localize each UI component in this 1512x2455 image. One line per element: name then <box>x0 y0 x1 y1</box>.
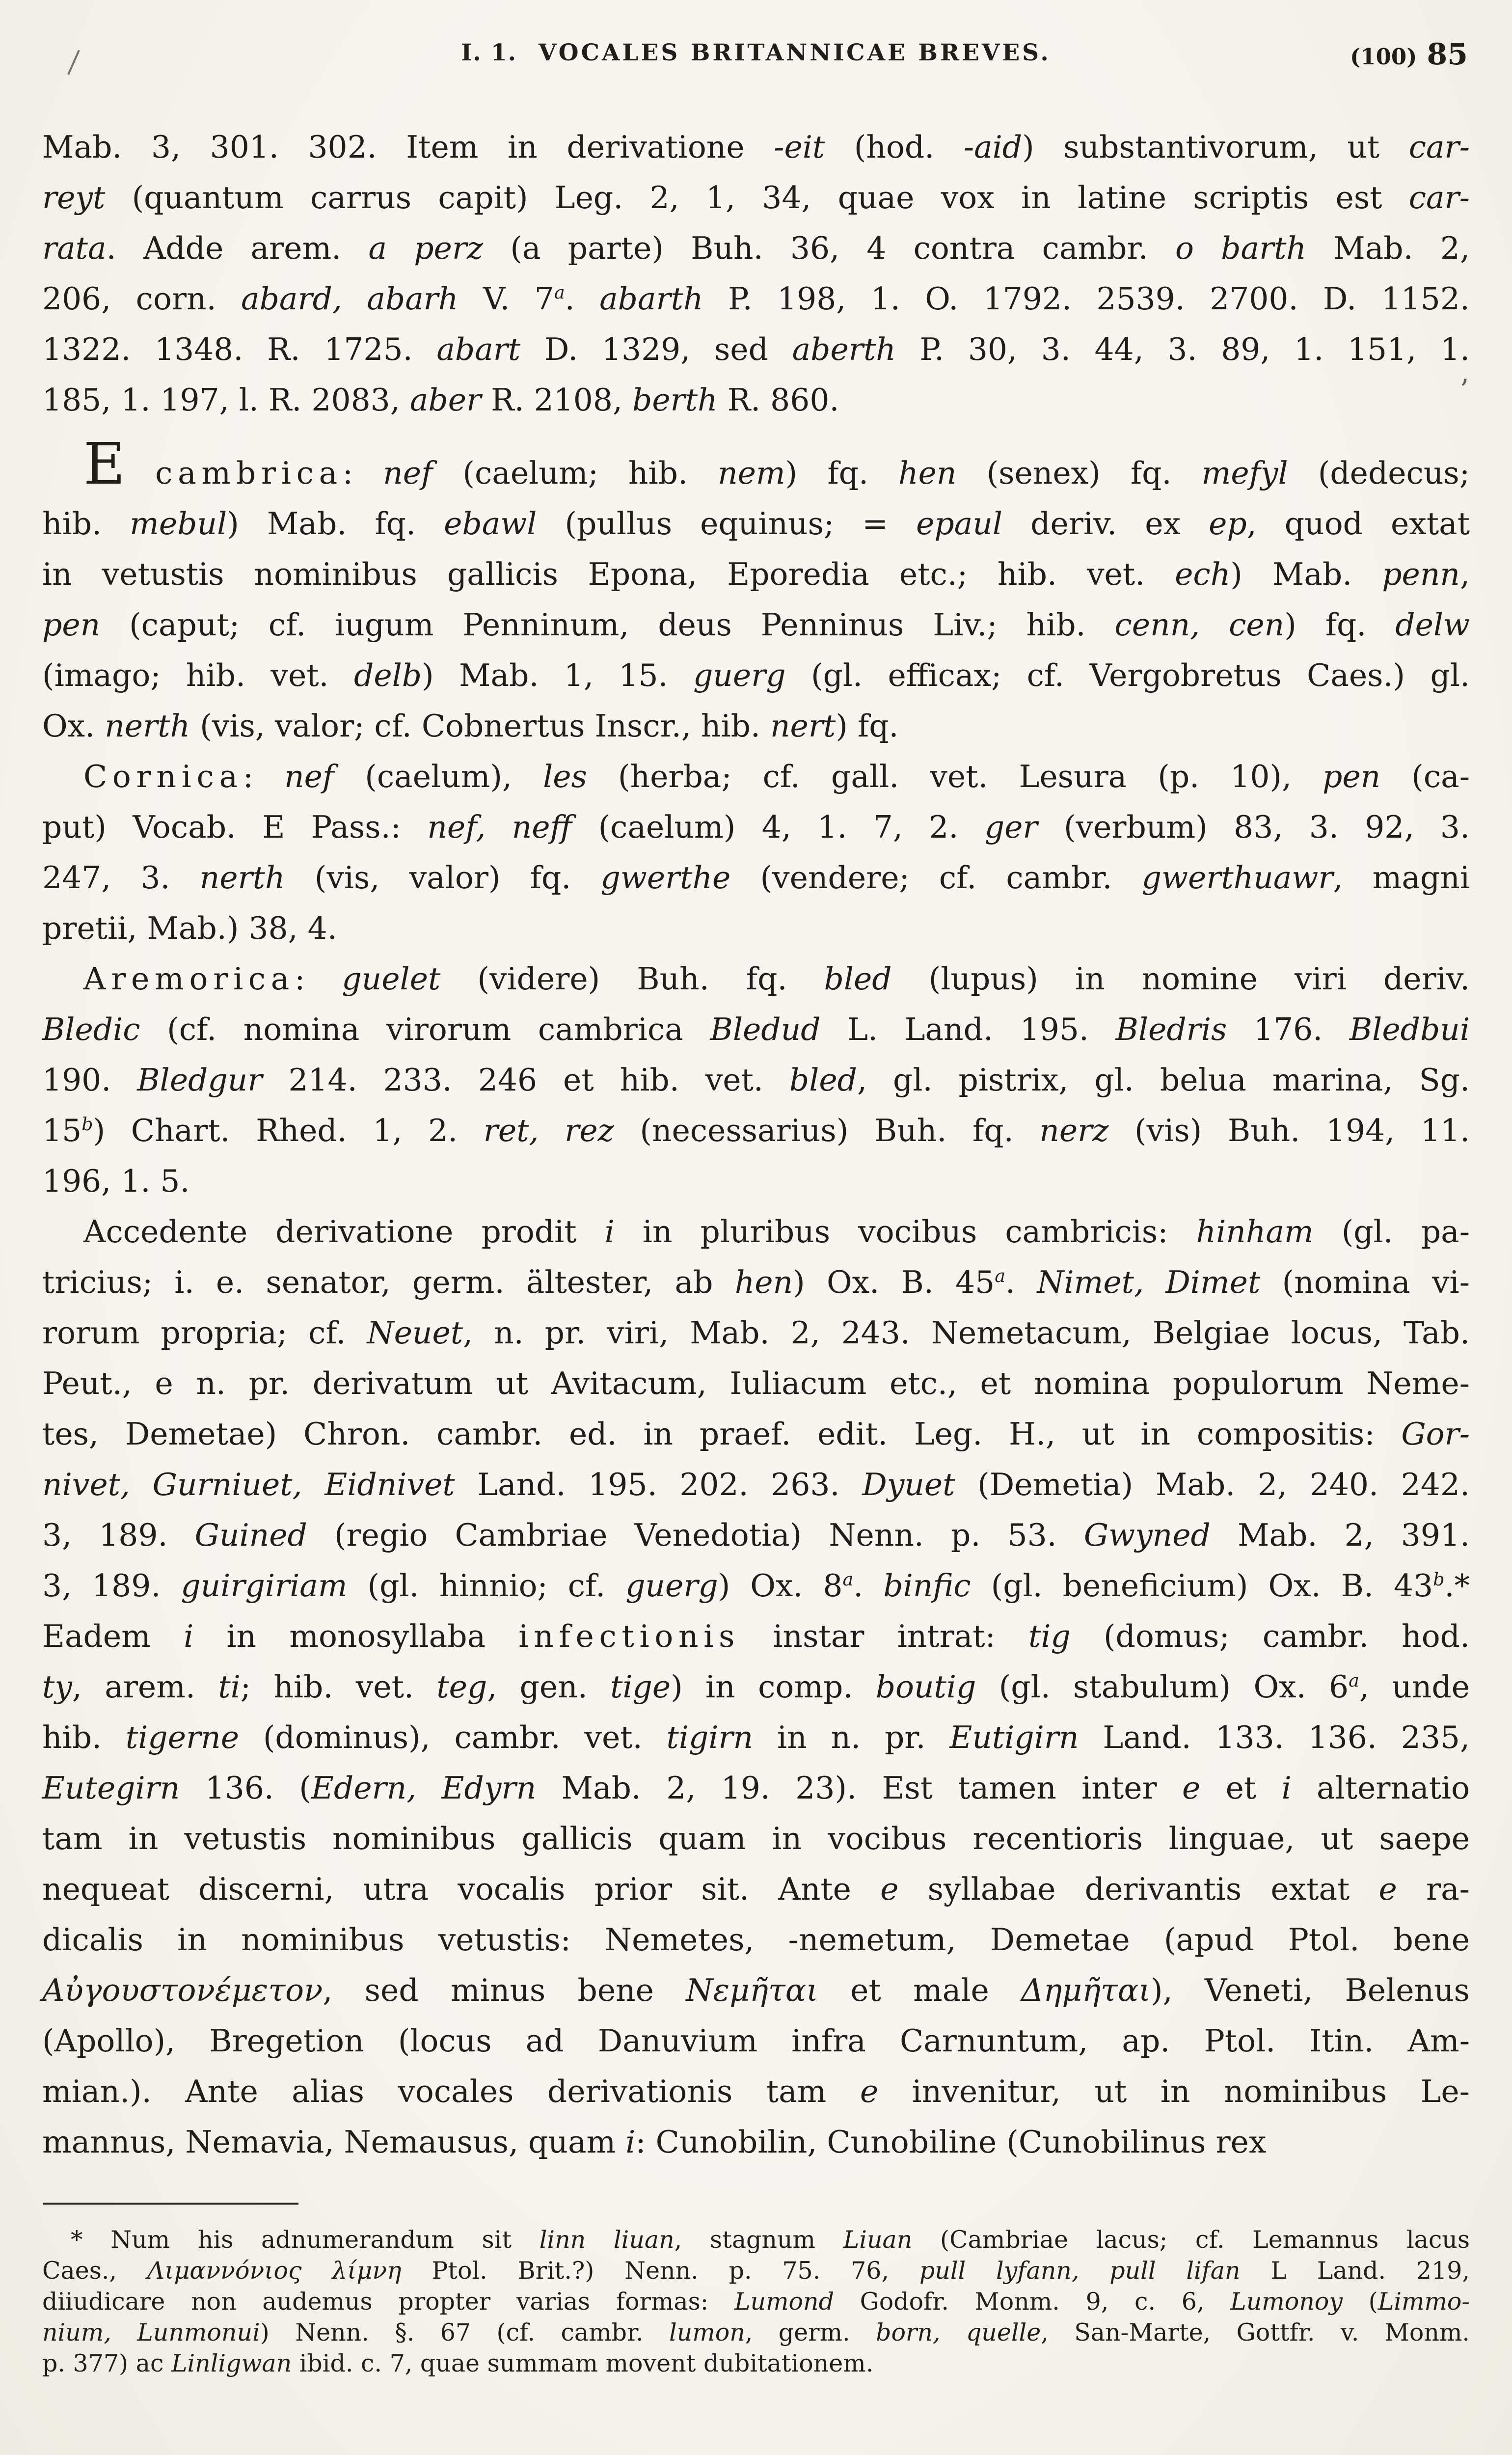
text-segment: car- <box>1408 129 1470 165</box>
text-line <box>42 1965 1470 2016</box>
text-segment: aber <box>409 382 482 418</box>
text-segment: in pluribus vocibus cambricis: <box>614 1214 1196 1250</box>
text-segment: rata <box>42 230 107 266</box>
text-segment: abart <box>436 331 521 367</box>
text-segment: (necessarius) Buh. fq. <box>614 1113 1040 1148</box>
text-segment: (cf. nomina virorum cambrica <box>140 1011 710 1047</box>
text-segment: pen <box>42 607 101 643</box>
text-segment: e <box>860 2073 879 2109</box>
text-line <box>42 1105 1470 1156</box>
text-segment: (videre) Buh. fq. <box>440 961 824 997</box>
text-segment: e <box>1182 1770 1201 1806</box>
text-line <box>42 324 1470 375</box>
text-segment: Neuet <box>367 1315 463 1351</box>
text-segment: Land. 133. 136. 235, <box>1079 1719 1470 1755</box>
text-segment: gwerthuawr <box>1141 860 1333 896</box>
text-line <box>42 1813 1470 1864</box>
text-segment: boutig <box>875 1669 976 1705</box>
text-segment: ) Ox. B. 45 <box>793 1264 995 1300</box>
text-segment: * Num his adnumerandum sit <box>71 2226 540 2254</box>
text-segment: (caelum) 4, 1. 7, 2. <box>572 809 985 845</box>
text-segment: et male <box>818 1972 1022 2008</box>
paragraph <box>42 1206 1470 2167</box>
text-line <box>42 903 1470 954</box>
text-segment: tes, Demetae) Chron. cambr. ed. in praef. edit. Leg. H., ut in compositis: <box>42 1416 1402 1452</box>
text-segment: nef <box>284 759 334 794</box>
text-segment: (pullus equinus; = <box>537 506 917 542</box>
text-segment: Ptol. Brit.?) Nenn. p. 75. 76, <box>401 2257 919 2285</box>
paragraph <box>42 751 1470 954</box>
text-segment: (a parte) Buh. 36, 4 contra cambr. <box>483 230 1175 266</box>
text-segment: guerg <box>625 1568 718 1604</box>
text-segment: 206, corn. <box>42 281 242 317</box>
text-segment: i <box>625 2124 636 2160</box>
text-segment: mannus, Nemavia, Nemausus, quam <box>42 2124 626 2160</box>
text-segment: Ox. <box>42 708 105 744</box>
text-segment: (gl. beneficium) Ox. B. 43 <box>971 1568 1433 1604</box>
text-segment: ti <box>218 1669 241 1705</box>
text-segment: D. 1329, sed <box>520 331 792 367</box>
text-segment: 190. <box>42 1062 137 1098</box>
main-text <box>42 122 1470 2167</box>
text-segment: (vis, valor; cf. Cobnertus Inscr., hib. <box>190 708 770 744</box>
text-segment: , stagnum <box>674 2226 843 2254</box>
text-segment: guerg <box>693 657 786 693</box>
text-segment: ger <box>984 809 1038 845</box>
text-segment: hib. <box>42 1719 126 1755</box>
text-segment: 1322. 1348. R. 1725. <box>42 331 437 367</box>
text-segment: Gwyned <box>1083 1517 1211 1553</box>
text-segment: (gl. efficax; cf. Vergobretus Caes.) gl. <box>785 657 1470 693</box>
text-segment: P. 198, 1. O. 1792. 2539. 2700. D. 1152. <box>703 281 1470 317</box>
text-segment: diiudicare non audemus propter varias formas: <box>42 2288 734 2316</box>
text-segment: (hod. <box>825 129 964 165</box>
text-segment: Λιμαννόνιος λίμνη <box>147 2257 402 2285</box>
text-segment: Peut., e n. pr. derivatum ut Avitacum, Iuliacum etc., et nomina populorum Neme- <box>42 1365 1470 1401</box>
text-segment: penn <box>1382 556 1460 592</box>
superscript: b <box>1433 1569 1445 1590</box>
text-segment: hen <box>898 455 957 491</box>
text-segment: dicalis in nominibus vetustis: Nemetes, -nemetum, Demetae (apud Ptol. bene <box>42 1922 1470 1958</box>
text-segment: (senex) fq. <box>956 455 1202 491</box>
text-segment: 15 <box>42 1113 82 1148</box>
text-segment: (dominus), cambr. vet. <box>239 1719 667 1755</box>
text-line <box>42 1763 1470 1813</box>
text-segment: . <box>853 1568 884 1604</box>
text-segment: 3, 189. <box>42 1517 195 1553</box>
text-segment: Liuan <box>843 2226 913 2254</box>
text-segment: Mab. 2, 391. <box>1210 1517 1470 1553</box>
text-segment: ) in comp. <box>671 1669 876 1705</box>
text-line <box>42 751 1470 802</box>
text-segment: ) Ox. 8 <box>718 1568 843 1604</box>
text-line <box>42 375 1470 425</box>
text-line <box>42 1308 1470 1358</box>
text-segment: -eit <box>774 129 825 165</box>
text-segment: ), Veneti, Belenus <box>1151 1972 1470 2008</box>
footnote-rule <box>43 2203 298 2205</box>
text-segment: (caelum; hib. <box>432 455 718 491</box>
text-segment: Mab. 2, <box>1306 230 1470 266</box>
text-segment: Land. 195. 202. 263. <box>455 1467 863 1502</box>
text-line <box>42 1459 1470 1510</box>
text-segment: ) Nenn. §. 67 (cf. cambr. <box>260 2319 670 2346</box>
text-segment: , quod extat <box>1246 506 1470 542</box>
text-segment: Mab. 3, 301. 302. Item in derivatione <box>42 129 774 165</box>
text-line <box>42 1358 1470 1409</box>
text-segment: invenitur, ut in nominibus Le- <box>878 2073 1470 2109</box>
text-segment: bled <box>789 1062 857 1098</box>
text-segment: syllabae derivantis extat <box>898 1871 1379 1907</box>
text-segment: ) fq. <box>1284 607 1396 643</box>
running-title: VOCALES BRITANNICAE BREVES. <box>539 39 1051 66</box>
text-segment: nivet, Gurniuet, Eidnivet <box>42 1467 455 1502</box>
text-segment: L Land. 219, <box>1240 2257 1470 2285</box>
text-line <box>42 1560 1470 1611</box>
text-segment: ) Mab. fq. <box>227 506 444 542</box>
text-segment: (gl. stabulum) Ox. 6 <box>976 1669 1349 1705</box>
text-segment: : Cunobilin, Cunobiline (Cunobilinus rex <box>635 2124 1267 2160</box>
text-segment <box>125 455 155 491</box>
text-segment: Lumonoy <box>1230 2288 1343 2316</box>
text-line <box>42 1156 1470 1206</box>
text-segment: (ca- <box>1380 759 1470 794</box>
text-line <box>42 2117 1470 2167</box>
text-segment: Accedente derivatione prodit <box>83 1214 605 1250</box>
text-segment: (imago; hib. vet. <box>42 657 354 693</box>
text-segment: nequeat discerni, utra vocalis prior sit. Ante <box>42 1871 881 1907</box>
text-line <box>42 172 1470 223</box>
text-line <box>42 122 1470 172</box>
text-segment: , sed minus bene <box>323 1972 686 2008</box>
text-segment: mebul <box>130 506 227 542</box>
paragraph <box>42 122 1470 425</box>
text-line <box>42 1662 1470 1712</box>
text-segment: Guined <box>194 1517 307 1553</box>
text-segment: ) Chart. Rhed. 1, 2. <box>93 1113 484 1148</box>
text-line <box>42 273 1470 324</box>
text-segment: nerth <box>199 860 285 896</box>
text-segment: put) Vocab. E Pass.: <box>42 809 428 845</box>
text-segment: infectionis <box>518 1618 740 1654</box>
text-segment: Δημῆται <box>1021 1972 1151 2008</box>
text-segment: guelet <box>342 961 441 997</box>
text-segment: delw <box>1395 607 1470 643</box>
text-segment: (caput; cf. iugum Penninum, deus Penninus Liv.; hib. <box>100 607 1115 643</box>
text-segment: tam in vetustis nominibus gallicis quam in vocibus recentioris linguae, ut saepe <box>42 1821 1470 1856</box>
text-line <box>42 1611 1470 1662</box>
text-segment: les <box>543 759 587 794</box>
text-segment: et <box>1200 1770 1282 1806</box>
superscript: a <box>1349 1670 1359 1691</box>
text-line <box>42 1206 1470 1257</box>
text-segment: nem <box>718 455 785 491</box>
text-segment: (caelum), <box>334 759 543 794</box>
text-segment: aberth <box>792 331 896 367</box>
text-segment: Gor- <box>1401 1416 1470 1452</box>
text-segment: (nomina vi- <box>1260 1264 1470 1300</box>
text-segment: Eutigirn <box>949 1719 1079 1755</box>
folio-paren: (100) <box>1350 44 1417 70</box>
paragraph <box>42 431 1470 751</box>
text-segment: e <box>1378 1871 1397 1907</box>
text-segment: . <box>565 281 600 317</box>
text-segment: Bledic <box>42 1011 140 1047</box>
text-segment: mian.). Ante alias vocales derivationis tam <box>42 2073 860 2109</box>
text-segment: pretii, Mab.) 38, 4. <box>42 910 337 946</box>
text-segment: ) fq. <box>785 455 899 491</box>
text-segment: 176. <box>1227 1011 1350 1047</box>
text-line <box>42 852 1470 903</box>
text-line <box>42 498 1470 549</box>
text-line <box>42 1510 1470 1560</box>
text-segment: (vis) Buh. 194, 11. <box>1108 1113 1470 1148</box>
text-segment: Bledud <box>710 1011 821 1047</box>
text-segment: Linligwan <box>171 2349 292 2377</box>
text-segment: in monosyllaba <box>193 1618 519 1654</box>
text-segment: nert <box>770 708 836 744</box>
text-segment: , germ. <box>745 2319 876 2346</box>
text-line <box>42 1257 1470 1308</box>
text-segment: pull lyfann, pull lifan <box>919 2257 1241 2285</box>
text-segment: ibid. c. 7, quae summam movent dubitationem. <box>292 2349 874 2377</box>
text-segment: rorum propria; cf. <box>42 1315 367 1351</box>
text-segment: lumon <box>669 2319 745 2346</box>
text-segment: born, quelle <box>876 2319 1041 2346</box>
text-segment: deriv. ex <box>1002 506 1209 542</box>
text-segment: a perz <box>368 230 484 266</box>
text-line <box>42 2066 1470 2117</box>
text-line <box>42 2348 1470 2379</box>
text-segment: hen <box>734 1264 793 1300</box>
text-segment: ret, rez <box>483 1113 614 1148</box>
text-segment: i <box>184 1618 194 1654</box>
text-segment: (vis, valor) fq. <box>285 860 601 896</box>
text-segment: Αὐγουστονέμετον <box>42 1972 323 2008</box>
text-segment: ) Mab. 1, 15. <box>422 657 693 693</box>
text-segment: Caes., <box>42 2257 147 2285</box>
text-segment: linn liuan <box>539 2226 675 2254</box>
text-segment: (herba; cf. gall. vet. Lesura (p. 10), <box>587 759 1323 794</box>
text-segment: 247, 3. <box>42 860 200 896</box>
text-segment: : <box>342 455 383 491</box>
text-segment: , magni <box>1333 860 1470 896</box>
text-segment: (Apollo), Bregetion (locus ad Danuvium infra Carnuntum, ap. Ptol. Itin. Am- <box>42 2023 1470 2059</box>
text-line <box>42 549 1470 600</box>
text-segment: Limmo- <box>1377 2288 1470 2316</box>
text-segment: 136. ( <box>180 1770 311 1806</box>
text-line <box>42 701 1470 751</box>
text-line <box>42 600 1470 650</box>
text-segment: Dyuet <box>862 1467 955 1502</box>
text-segment: hib. <box>42 506 130 542</box>
text-segment: epaul <box>916 506 1003 542</box>
text-segment: ) Mab. <box>1230 556 1382 592</box>
text-line <box>42 2255 1470 2286</box>
text-segment: : <box>295 961 342 997</box>
text-segment: Aremorica <box>83 961 295 997</box>
text-segment: car- <box>1408 180 1470 216</box>
text-line <box>42 2224 1470 2255</box>
text-segment: ) substantivorum, ut <box>1022 129 1409 165</box>
text-segment: Eutegirn <box>42 1770 180 1806</box>
text-line <box>42 431 1470 498</box>
text-segment: V. 7 <box>458 281 554 317</box>
superscript: a <box>995 1265 1006 1286</box>
text-segment: o barth <box>1175 230 1307 266</box>
text-segment: .* <box>1444 1568 1470 1604</box>
text-segment: abarth <box>599 281 703 317</box>
text-segment: cambrica <box>155 455 343 491</box>
text-segment: R. 2108, <box>481 382 633 418</box>
text-segment: : <box>243 759 285 794</box>
text-segment: bled <box>824 961 892 997</box>
text-segment: Edern, Edyrn <box>311 1770 537 1806</box>
text-segment: tricius; i. e. senator, germ. ältester, ab <box>42 1264 735 1300</box>
text-segment: tigerne <box>125 1719 239 1755</box>
text-segment: tige <box>610 1669 671 1705</box>
text-segment: (gl. pa- <box>1313 1214 1470 1250</box>
text-line <box>42 1914 1470 1965</box>
text-segment: in n. pr. <box>753 1719 950 1755</box>
text-segment: (vendere; cf. cambr. <box>730 860 1142 896</box>
paragraph <box>42 954 1470 1206</box>
scan-artifact-apostrophe: ’ <box>1459 373 1469 407</box>
text-segment: nef <box>383 455 433 491</box>
text-segment: (verbum) 83, 3. 92, 3. <box>1037 809 1470 845</box>
text-segment: Bledbui <box>1349 1011 1470 1047</box>
text-segment: 196, 1. 5. <box>42 1163 190 1199</box>
text-line <box>42 2016 1470 2066</box>
footnote <box>42 2224 1470 2379</box>
text-segment: Nimet, Dimet <box>1037 1264 1261 1300</box>
text-segment: nerth <box>105 708 190 744</box>
text-segment: ra- <box>1397 1871 1470 1907</box>
text-segment: ebawl <box>444 506 537 542</box>
text-segment: (domus; cambr. hod. <box>1070 1618 1470 1654</box>
text-segment: -aid <box>963 129 1023 165</box>
text-line <box>42 1409 1470 1459</box>
text-segment: , arem. <box>72 1669 218 1705</box>
text-segment: 214. 233. 246 et hib. vet. <box>262 1062 789 1098</box>
text-line <box>42 1055 1470 1105</box>
text-segment: delb <box>353 657 422 693</box>
text-segment: e <box>880 1871 899 1907</box>
text-segment: , gl. pistrix, gl. belua marina, Sg. <box>857 1062 1470 1098</box>
text-line <box>42 650 1470 701</box>
text-segment: , gen. <box>487 1669 611 1705</box>
text-segment: (Cambriae lacus; cf. Lemannus lacus <box>912 2226 1470 2254</box>
text-segment: (dedecus; <box>1288 455 1470 491</box>
text-segment: ty <box>42 1669 72 1705</box>
text-line <box>42 223 1470 273</box>
text-segment: R. 860. <box>717 382 839 418</box>
text-segment: ; hib. vet. <box>240 1669 437 1705</box>
text-segment: i <box>1281 1770 1292 1806</box>
text-segment: in vetustis nominibus gallicis Epona, Eporedia etc.; hib. vet. <box>42 556 1175 592</box>
folio <box>1350 37 1468 72</box>
text-segment: berth <box>632 382 718 418</box>
text-segment: alternatio <box>1291 1770 1470 1806</box>
text-segment: (regio Cambriae Venedotia) Nenn. p. 53. <box>307 1517 1084 1553</box>
chapter-number: I. 1. <box>461 39 517 66</box>
text-line <box>42 1864 1470 1914</box>
text-segment: (quantum carrus capit) Leg. 2, 1, 34, quae vox in latine scriptis est <box>105 180 1409 216</box>
text-segment: Bledris <box>1115 1011 1227 1047</box>
text-segment: i <box>604 1214 615 1250</box>
text-segment: tigirn <box>666 1719 754 1755</box>
text-segment: , n. pr. viri, Mab. 2, 243. Nemetacum, Belgiae locus, Tab. <box>463 1315 1470 1351</box>
text-segment: nium, Lunmonui <box>42 2319 260 2346</box>
superscript: b <box>81 1114 93 1135</box>
text-segment: p. 377) ac <box>42 2349 171 2377</box>
text-segment: Cornica <box>83 759 243 794</box>
text-segment: (lupus) in nomine viri deriv. <box>891 961 1470 997</box>
text-segment: P. 30, 3. 44, 3. 89, 1. 151, 1. <box>895 331 1470 367</box>
superscript: a <box>842 1569 854 1590</box>
text-segment: , unde <box>1359 1669 1470 1705</box>
text-segment: , <box>1459 556 1470 592</box>
text-segment: Mab. 2, 19. 23). Est tamen inter <box>536 1770 1182 1806</box>
text-segment: , San-Marte, Gottfr. v. Monm. <box>1041 2319 1470 2346</box>
text-segment: 185, 1. 197, l. R. 2083, <box>42 382 410 418</box>
text-segment: nerz <box>1039 1113 1109 1148</box>
text-segment: nef, neff <box>427 809 572 845</box>
initial-capital: E <box>83 431 126 497</box>
text-segment: ( <box>1342 2288 1378 2316</box>
text-segment: . <box>1005 1264 1037 1300</box>
text-segment: ech <box>1175 556 1231 592</box>
text-segment: pen <box>1323 759 1381 794</box>
text-segment: Eadem <box>42 1618 184 1654</box>
text-line <box>42 1712 1470 1763</box>
page-number: 85 <box>1427 37 1468 72</box>
text-segment: 3, 189. <box>42 1568 181 1604</box>
text-segment: (gl. hinnio; cf. <box>347 1568 626 1604</box>
text-segment: Νεμῆται <box>686 1972 818 2008</box>
text-segment: instar intrat: <box>740 1618 1028 1654</box>
text-segment: gwerthe <box>600 860 731 896</box>
text-segment: teg <box>436 1669 487 1705</box>
text-segment: mefyl <box>1201 455 1288 491</box>
text-segment: binfic <box>883 1568 971 1604</box>
text-segment: Lumond <box>734 2288 834 2316</box>
text-segment: (Demetia) Mab. 2, 240. 242. <box>955 1467 1470 1502</box>
text-segment: hinham <box>1196 1214 1314 1250</box>
text-segment: ep <box>1209 506 1247 542</box>
text-line <box>42 802 1470 852</box>
text-segment: . Adde arem. <box>106 230 369 266</box>
text-segment: reyt <box>42 180 106 216</box>
text-line <box>42 954 1470 1004</box>
text-line <box>42 2317 1470 2348</box>
page-header <box>42 39 1470 79</box>
text-segment: Bledgur <box>137 1062 263 1098</box>
text-segment: tig <box>1028 1618 1071 1654</box>
text-segment: L. Land. 195. <box>820 1011 1116 1047</box>
text-segment: guirgiriam <box>181 1568 348 1604</box>
text-line <box>42 1004 1470 1055</box>
text-line <box>42 2286 1470 2317</box>
text-segment: abard, abarh <box>241 281 459 317</box>
text-segment: ) fq. <box>836 708 899 744</box>
superscript: a <box>554 282 565 303</box>
text-segment: cenn, cen <box>1114 607 1285 643</box>
text-segment: Godofr. Monm. 9, c. 6, <box>834 2288 1231 2316</box>
